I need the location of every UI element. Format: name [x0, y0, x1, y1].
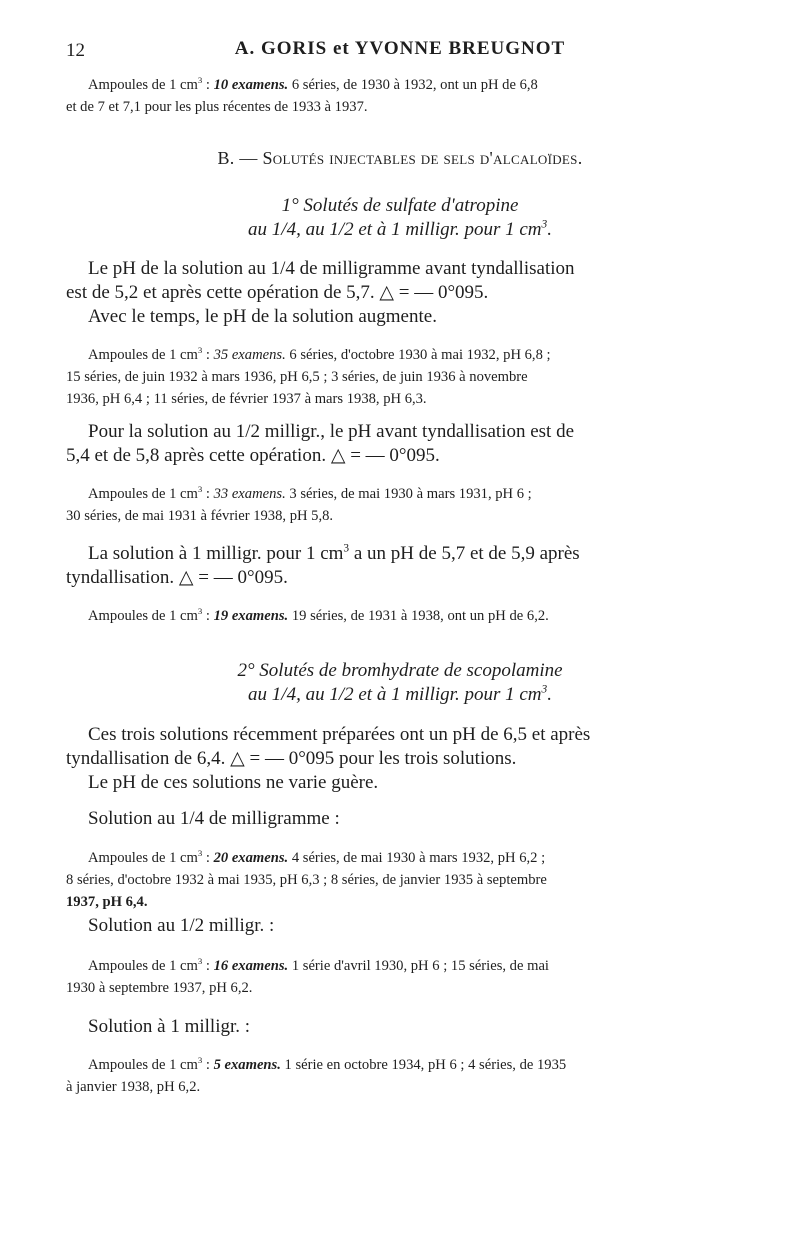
note-1-line-1: Ampoules de 1 $cm^3$ : 35 examens. 6 séries, d'octobre 1930 à mai 1932, pH 6,8 ; [88, 345, 551, 363]
note-1-line-3: 1936, pH 6,4 ; 11 séries, de février 1937 à mars 1938, pH 6,3. [66, 391, 427, 407]
note-4-line-3: 1937, pH 6,4. [66, 894, 148, 910]
paragraph-3-line-1: La solution à 1 milligr. pour 1 $cm^3$ a un pH de 5,7 et de 5,9 après [88, 542, 580, 564]
intro-note-line-2: et de 7 et 7,1 pour les plus récentes de 1933 à 1937. [66, 99, 368, 115]
note-6-line-2: à janvier 1938, pH 6,2. [66, 1079, 201, 1095]
paragraph-1-line-2: est de 5,2 et après cette opération de 5,7. △ = — 0°095. [66, 282, 489, 303]
heading-half: Solution au 1/2 milligr. : [88, 915, 275, 936]
note-1-line-2: 15 séries, de juin 1932 à mars 1936, pH 6,5 ; 3 séries, de juin 1936 à novembre [66, 369, 528, 385]
section-title: B. — Solutés injectables de sels d'alcaloïdes. [217, 148, 583, 168]
paragraph-1-line-3: Avec le temps, le pH de la solution augmente. [88, 306, 437, 327]
paragraph-4-line-1: Ces trois solutions récemment préparées ont un pH de 6,5 et après [88, 724, 591, 745]
running-title: A. GORIS et YVONNE BREUGNOT [234, 38, 566, 59]
paragraph-3-line-2: tyndallisation. △ = — 0°095. [66, 567, 288, 588]
note-3: Ampoules de 1 $cm^3$ : 19 examens. 19 séries, de 1931 à 1938, ont un pH de 6,2. [88, 606, 549, 624]
paragraph-1-line-1: Le pH de la solution au 1/4 de milligramme avant tyndallisation [88, 258, 575, 279]
note-4-line-2: 8 séries, d'octobre 1932 à mai 1935, pH 6,3 ; 8 séries, de janvier 1935 à septembre [66, 872, 547, 888]
subsection-2-subtitle: au 1/4, au 1/2 et à 1 milligr. pour 1 $cm^3$. [248, 683, 552, 705]
intro-note-line-1: Ampoules de 1 $cm^3$ : 10 examens. 6 séries, de 1930 à 1932, ont un pH de 6,8 [88, 75, 538, 93]
note-2-line-1: Ampoules de 1 $cm^3$ : 33 examens. 3 séries, de mai 1930 à mars 1931, pH 6 ; [88, 484, 532, 502]
paragraph-2-line-2: 5,4 et de 5,8 après cette opération. △ = — 0°095. [66, 445, 440, 466]
heading-one: Solution à 1 milligr. : [88, 1016, 251, 1037]
paragraph-4-line-3: Le pH de ces solutions ne varie guère. [88, 772, 379, 793]
paragraph-2-line-1: Pour la solution au 1/2 milligr., le pH avant tyndallisation est de [88, 421, 575, 442]
subsection-1-title: 1° Solutés de sulfate d'atropine [281, 195, 519, 216]
note-4-line-1: Ampoules de 1 $cm^3$ : 20 examens. 4 séries, de mai 1930 à mars 1932, pH 6,2 ; [88, 848, 546, 866]
note-2-line-2: 30 séries, de mai 1931 à février 1938, pH 5,8. [66, 508, 334, 524]
subsection-2-title: 2° Solutés de bromhydrate de scopolamine [237, 660, 563, 681]
paragraph-4-line-2: tyndallisation de 6,4. △ = — 0°095 pour les trois solutions. [66, 748, 517, 769]
page-number: 12 [66, 40, 85, 61]
note-5-line-2: 1930 à septembre 1937, pH 6,2. [66, 980, 253, 996]
heading-quarter: Solution au 1/4 de milligramme : [88, 808, 340, 829]
subsection-1-subtitle: au 1/4, au 1/2 et à 1 milligr. pour 1 $cm^3$. [248, 218, 552, 240]
note-6-line-1: Ampoules de 1 $cm^3$ : 5 examens. 1 série en octobre 1934, pH 6 ; 4 séries, de 1935 [88, 1055, 567, 1073]
note-5-line-1: Ampoules de 1 $cm^3$ : 16 examens. 1 série d'avril 1930, pH 6 ; 15 séries, de mai [88, 956, 549, 974]
